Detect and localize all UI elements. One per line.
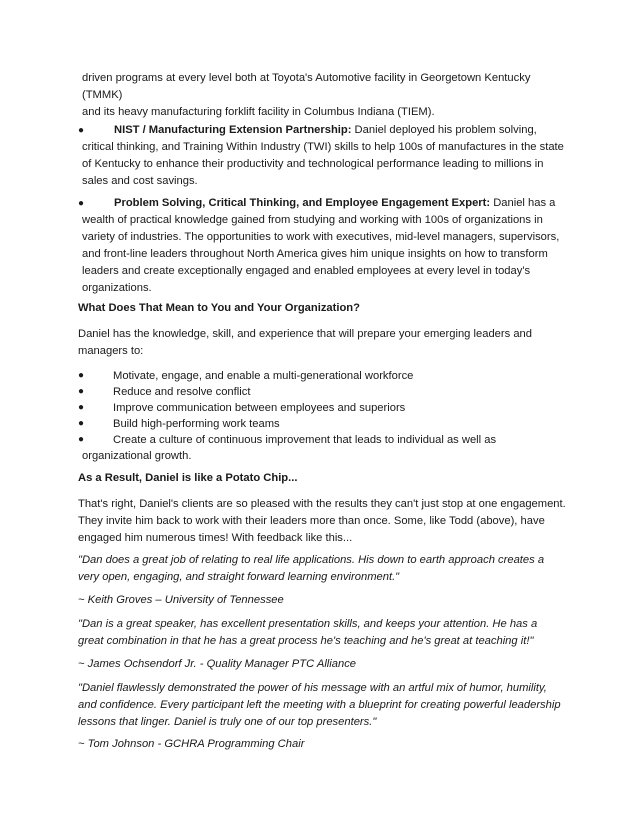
list-item: ● Create a culture of continuous improvement that leads to individual as well as organizational growth. [78,434,497,462]
bullet-expert [78,195,568,297]
list-item: ● Motivate, engage, and enable a multi-generational workforce [78,370,414,382]
bullet-icon: ● [78,370,85,381]
bullet-nist-title: NIST / Manufacturing Extension Partnership: [114,124,352,136]
bullet-icon: ● [78,418,85,429]
section-heading-potato-chip: As a Result, Daniel is like a Potato Chip... [78,472,298,484]
list-item: ● Build high-performing work teams [78,418,280,430]
testimonial-author: ~ James Ochsendorf Jr. - Quality Manager PTC Alliance [78,658,357,670]
section-intro-meaning: Daniel has the knowledge, skill, and experience that will prepare your emerging leaders and managers to: [78,328,532,357]
bullet-nist-text: Daniel deployed his problem solving, critical thinking, and Training Within Industry (TWI) skills to help 100s of manufactures in the state of Kentucky to enhance their productivity and technological performance leading to millions in sales and cost savings. [82,124,564,187]
bullet-icon: ● [78,434,85,445]
benefits-list [78,368,568,464]
bullet-expert-text: Daniel has a wealth of practical knowledge gained from studying and working with 100s of organizations in variety of industries. The opportunities to work with executives, mid-level managers, supervisors, and front-line leaders throughout North America gives him unique insights on how to transform leaders and create exceptionally engaged and enabled employees at every level in today's organizations. [82,197,560,294]
bullet-icon: ● [78,386,85,397]
bullet-icon: ● [78,402,85,413]
bullet-expert-title: Problem Solving, Critical Thinking, and Employee Engagement Expert: [114,197,491,209]
intro-line-2: and its heavy manufacturing forklift facility in Columbus Indiana (TIEM). [82,106,435,118]
bullet-nist [78,122,568,190]
testimonial-quote: "Dan does a great job of relating to real life applications. His down to earth approach creates a very open, engaging, and straight forward learning environment." [78,554,545,583]
intro-paragraph [78,70,568,121]
testimonial-author: ~ Keith Groves – University of Tennessee [78,594,284,606]
intro-line-1: driven programs at every level both at Toyota's Automotive facility in Georgetown Kentucky (TMMK) [82,72,531,101]
testimonial-author: ~ Tom Johnson - GCHRA Programming Chair [78,738,305,750]
list-item: ● Reduce and resolve conflict [78,386,251,398]
list-item: ● Improve communication between employees and superiors [78,402,406,414]
bullet-icon: ● [78,125,85,136]
section-heading-meaning: What Does That Mean to You and Your Organization? [78,302,360,314]
bullet-icon: ● [78,198,85,209]
testimonial-quote: "Daniel flawlessly demonstrated the power of his message with an artful mix of humor, humility, and confidence. Every participant left the meeting with a blueprint for creating powerful leadership lessons that linger. Daniel is truly one of our top presenters." [78,682,561,728]
section-intro-potato-chip: That's right, Daniel's clients are so pleased with the results they can't just stop at one engagement. They invite him back to work with their leaders more than once. Some, like Todd (above), have engaged him numerous times! With feedback like this... [78,498,566,544]
testimonial-quote: "Dan is a great speaker, has excellent presentation skills, and keeps your attention. He has a great combination in that he has a great process he's teaching and he's great at teaching it!" [78,618,538,647]
